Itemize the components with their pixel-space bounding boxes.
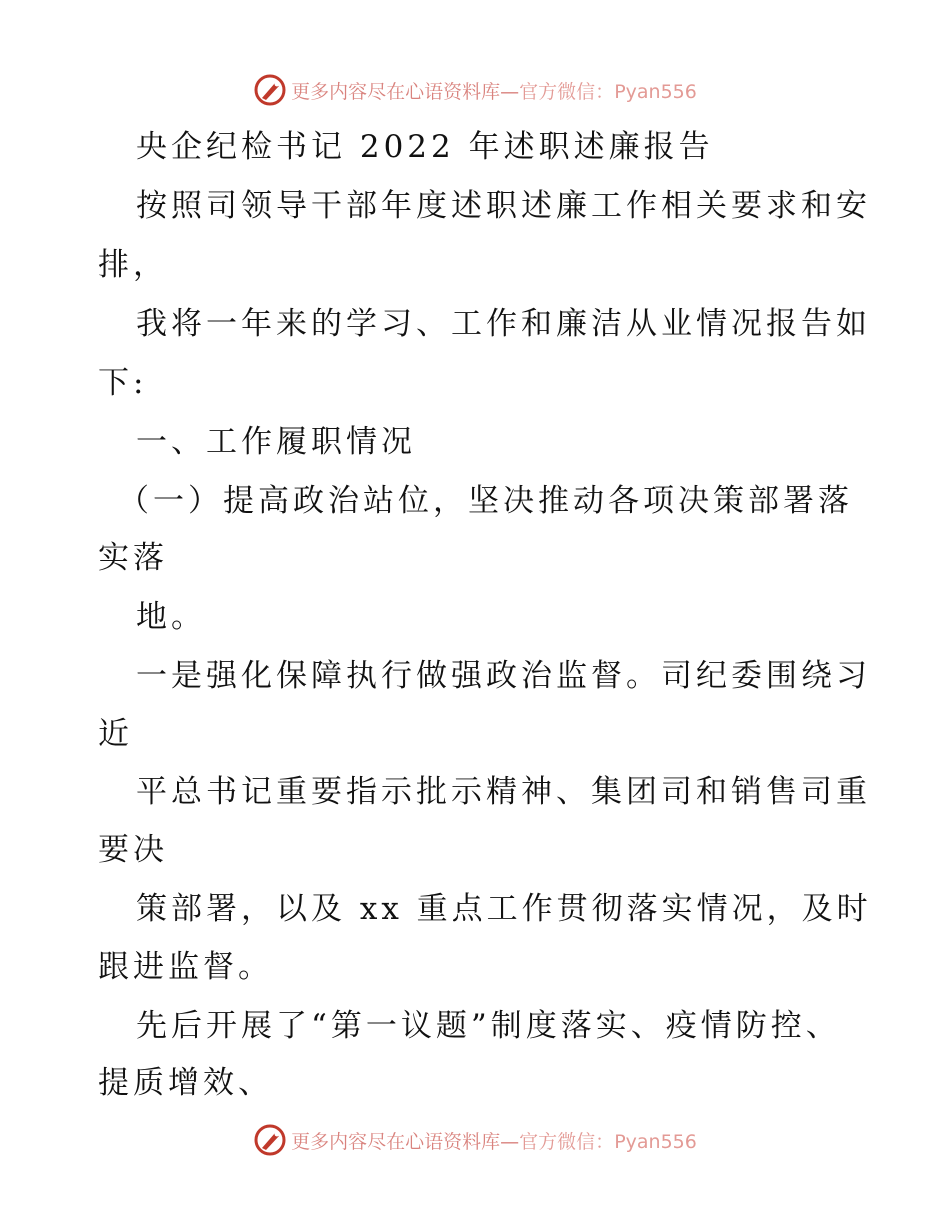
- site-name-text: 更多内容尽在心语资料库—: [291, 1130, 520, 1153]
- section-heading: 一、工作履职情况: [136, 424, 416, 460]
- paragraph-line: 策部署，以及 xx 重点工作贯彻落实情况，及时: [136, 891, 872, 927]
- paragraph-line: 排，: [98, 247, 168, 283]
- document-title: 央企纪检书记 2022 年述职述廉报告: [136, 129, 714, 165]
- paragraph-line: 要决: [98, 832, 168, 868]
- paragraph-line: 平总书记重要指示批示精神、集团司和销售司重: [136, 774, 871, 810]
- paragraph-line: 地。: [136, 599, 206, 635]
- paragraph-line: 近: [98, 716, 133, 752]
- site-name-text: 更多内容尽在心语资料库—: [291, 80, 520, 103]
- wechat-id: Pyan556: [614, 80, 697, 103]
- wechat-id: Pyan556: [614, 1130, 697, 1153]
- paragraph-line: 一是强化保障执行做强政治监督。司纪委围绕习: [136, 658, 871, 694]
- paragraph-line: 先后开展了“第一议题”制度落实、疫情防控、: [136, 1008, 841, 1044]
- wechat-label: 官方微信：: [519, 80, 615, 103]
- paragraph-line: 按照司领导干部年度述职述廉工作相关要求和安: [136, 188, 871, 224]
- wechat-label: 官方微信：: [519, 1130, 615, 1153]
- paragraph-line: 提质增效、: [98, 1065, 273, 1101]
- paragraph-line: 我将一年来的学习、工作和廉洁从业情况报告如: [136, 306, 871, 342]
- paragraph-line: 跟进监督。: [98, 949, 273, 985]
- paragraph-line: 实落: [98, 540, 168, 576]
- subsection-heading: （一）提高政治站位，坚决推动各项决策部署落: [118, 483, 853, 519]
- paragraph-line: 下:: [98, 365, 148, 401]
- footer-watermark: [0, 1118, 950, 1162]
- pen-logo-icon: [253, 1123, 287, 1157]
